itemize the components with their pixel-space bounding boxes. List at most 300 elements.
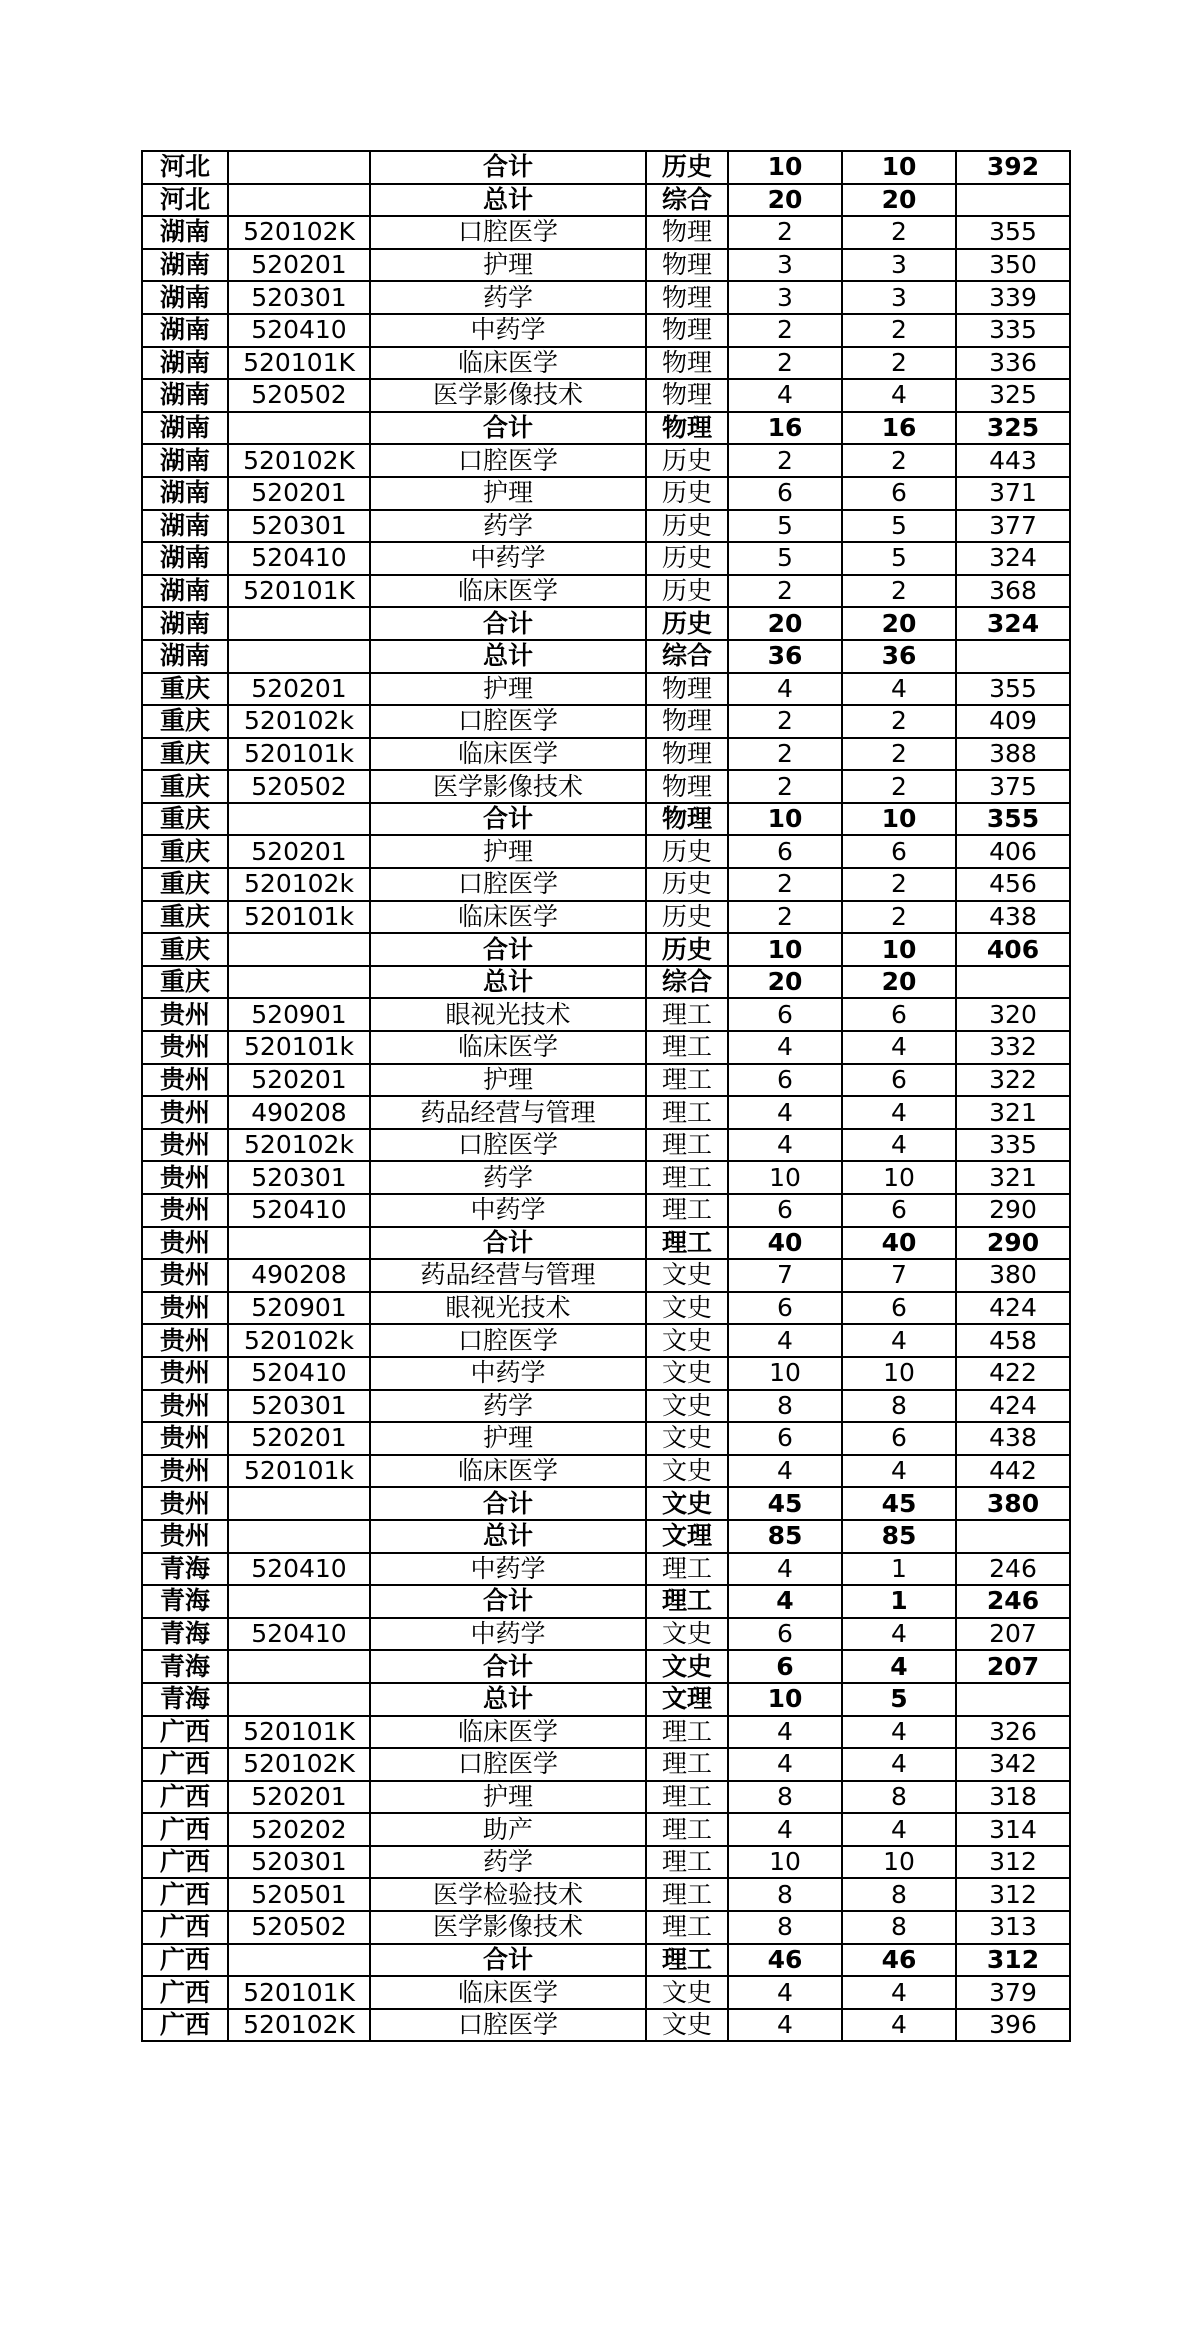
major-name-cell: 护理 — [370, 1781, 646, 1814]
plan-count-cell: 4 — [728, 673, 842, 706]
min-score-cell: 324 — [956, 607, 1070, 640]
admitted-count-cell: 4 — [842, 1813, 956, 1846]
subject-category-cell: 物理 — [646, 216, 728, 249]
admitted-count-cell: 6 — [842, 1422, 956, 1455]
subject-category-cell: 文史 — [646, 1650, 728, 1683]
major-code-cell — [228, 151, 370, 184]
major-code-cell: 520101k — [228, 1455, 370, 1488]
major-name-cell: 中药学 — [370, 1194, 646, 1227]
subject-category-cell: 物理 — [646, 770, 728, 803]
admitted-count-cell: 10 — [842, 933, 956, 966]
subject-category-cell: 理工 — [646, 1585, 728, 1618]
table-row-total — [142, 412, 1070, 445]
plan-count-cell: 4 — [728, 1748, 842, 1781]
table-row-total — [142, 151, 1070, 184]
major-code-cell: 520410 — [228, 314, 370, 347]
major-name-cell: 合计 — [370, 1227, 646, 1260]
province-cell: 重庆 — [142, 901, 228, 934]
min-score-cell: 442 — [956, 1455, 1070, 1488]
major-code-cell: 520201 — [228, 1064, 370, 1097]
table-row — [142, 673, 1070, 706]
admitted-count-cell: 5 — [842, 542, 956, 575]
plan-count-cell: 46 — [728, 1944, 842, 1977]
admitted-count-cell: 4 — [842, 379, 956, 412]
admitted-count-cell: 3 — [842, 281, 956, 314]
subject-category-cell: 文史 — [646, 1618, 728, 1651]
province-cell: 青海 — [142, 1650, 228, 1683]
major-code-cell: 520301 — [228, 1846, 370, 1879]
province-cell: 贵州 — [142, 1161, 228, 1194]
major-code-cell — [228, 803, 370, 836]
subject-category-cell: 文史 — [646, 1292, 728, 1325]
major-name-cell: 护理 — [370, 835, 646, 868]
admitted-count-cell: 2 — [842, 705, 956, 738]
major-code-cell: 520101K — [228, 1976, 370, 2009]
major-code-cell: 520410 — [228, 1618, 370, 1651]
table-row — [142, 1813, 1070, 1846]
major-name-cell: 合计 — [370, 1650, 646, 1683]
min-score-cell: 422 — [956, 1357, 1070, 1390]
table-row — [142, 770, 1070, 803]
major-name-cell: 药学 — [370, 1390, 646, 1423]
province-cell: 湖南 — [142, 281, 228, 314]
admitted-count-cell: 10 — [842, 803, 956, 836]
subject-category-cell: 文理 — [646, 1683, 728, 1716]
table-row — [142, 1259, 1070, 1292]
major-code-cell: 520101k — [228, 1031, 370, 1064]
plan-count-cell: 10 — [728, 1357, 842, 1390]
subject-category-cell: 理工 — [646, 1944, 728, 1977]
table-row — [142, 1716, 1070, 1749]
province-cell: 广西 — [142, 1716, 228, 1749]
table-row — [142, 1096, 1070, 1129]
admitted-count-cell: 4 — [842, 1096, 956, 1129]
major-code-cell: 520502 — [228, 379, 370, 412]
plan-count-cell: 4 — [728, 1976, 842, 2009]
major-code-cell: 520201 — [228, 673, 370, 706]
province-cell: 青海 — [142, 1553, 228, 1586]
min-score-cell: 312 — [956, 1878, 1070, 1911]
min-score-cell: 406 — [956, 835, 1070, 868]
table-row — [142, 1846, 1070, 1879]
major-code-cell — [228, 184, 370, 217]
major-name-cell: 中药学 — [370, 542, 646, 575]
subject-category-cell: 理工 — [646, 998, 728, 1031]
plan-count-cell: 2 — [728, 444, 842, 477]
table-row — [142, 281, 1070, 314]
table-row-total — [142, 1227, 1070, 1260]
table-row-total — [142, 933, 1070, 966]
min-score-cell: 312 — [956, 1846, 1070, 1879]
province-cell: 湖南 — [142, 607, 228, 640]
admitted-count-cell: 2 — [842, 216, 956, 249]
major-name-cell: 护理 — [370, 477, 646, 510]
plan-count-cell: 2 — [728, 901, 842, 934]
min-score-cell: 326 — [956, 1716, 1070, 1749]
min-score-cell: 321 — [956, 1161, 1070, 1194]
major-code-cell: 520102K — [228, 2009, 370, 2042]
table-row — [142, 1422, 1070, 1455]
table-row — [142, 1748, 1070, 1781]
admitted-count-cell: 46 — [842, 1944, 956, 1977]
major-code-cell: 520301 — [228, 1390, 370, 1423]
plan-count-cell: 10 — [728, 151, 842, 184]
min-score-cell: 325 — [956, 379, 1070, 412]
subject-category-cell: 文史 — [646, 1976, 728, 2009]
admitted-count-cell: 4 — [842, 1455, 956, 1488]
province-cell: 湖南 — [142, 510, 228, 543]
table-row — [142, 1553, 1070, 1586]
subject-category-cell: 物理 — [646, 249, 728, 282]
province-cell: 贵州 — [142, 1064, 228, 1097]
major-name-cell: 口腔医学 — [370, 1324, 646, 1357]
plan-count-cell: 4 — [728, 1031, 842, 1064]
min-score-cell: 396 — [956, 2009, 1070, 2042]
major-name-cell: 护理 — [370, 1064, 646, 1097]
province-cell: 贵州 — [142, 1129, 228, 1162]
subject-category-cell: 物理 — [646, 673, 728, 706]
plan-count-cell: 20 — [728, 184, 842, 217]
plan-count-cell: 20 — [728, 607, 842, 640]
province-cell: 贵州 — [142, 1357, 228, 1390]
table-row — [142, 379, 1070, 412]
province-cell: 贵州 — [142, 1031, 228, 1064]
subject-category-cell: 历史 — [646, 575, 728, 608]
major-name-cell: 总计 — [370, 1520, 646, 1553]
table-row — [142, 1129, 1070, 1162]
min-score-cell: 371 — [956, 477, 1070, 510]
admitted-count-cell: 2 — [842, 770, 956, 803]
min-score-cell: 246 — [956, 1553, 1070, 1586]
table-row — [142, 1194, 1070, 1227]
province-cell: 贵州 — [142, 1194, 228, 1227]
plan-count-cell: 5 — [728, 542, 842, 575]
admitted-count-cell: 45 — [842, 1487, 956, 1520]
admitted-count-cell: 1 — [842, 1585, 956, 1618]
min-score-cell: 380 — [956, 1487, 1070, 1520]
province-cell: 广西 — [142, 1944, 228, 1977]
table-row — [142, 1357, 1070, 1390]
major-code-cell: 520410 — [228, 1357, 370, 1390]
admitted-count-cell: 2 — [842, 901, 956, 934]
province-cell: 青海 — [142, 1618, 228, 1651]
plan-count-cell: 6 — [728, 998, 842, 1031]
subject-category-cell: 历史 — [646, 510, 728, 543]
subject-category-cell: 文史 — [646, 1324, 728, 1357]
subject-category-cell: 理工 — [646, 1227, 728, 1260]
major-code-cell: 520101K — [228, 347, 370, 380]
admitted-count-cell: 2 — [842, 868, 956, 901]
major-name-cell: 护理 — [370, 249, 646, 282]
subject-category-cell: 理工 — [646, 1911, 728, 1944]
province-cell: 贵州 — [142, 1455, 228, 1488]
min-score-cell: 409 — [956, 705, 1070, 738]
plan-count-cell: 2 — [728, 868, 842, 901]
major-name-cell: 口腔医学 — [370, 1748, 646, 1781]
province-cell: 湖南 — [142, 542, 228, 575]
province-cell: 重庆 — [142, 868, 228, 901]
subject-category-cell: 理工 — [646, 1064, 728, 1097]
min-score-cell: 350 — [956, 249, 1070, 282]
subject-category-cell: 文史 — [646, 1487, 728, 1520]
province-cell: 贵州 — [142, 1422, 228, 1455]
plan-count-cell: 4 — [728, 1129, 842, 1162]
admitted-count-cell: 8 — [842, 1878, 956, 1911]
plan-count-cell: 3 — [728, 249, 842, 282]
min-score-cell: 438 — [956, 1422, 1070, 1455]
min-score-cell: 207 — [956, 1618, 1070, 1651]
major-name-cell: 合计 — [370, 803, 646, 836]
major-code-cell: 520502 — [228, 770, 370, 803]
major-name-cell: 药学 — [370, 1161, 646, 1194]
major-name-cell: 医学影像技术 — [370, 1911, 646, 1944]
plan-count-cell: 2 — [728, 575, 842, 608]
plan-count-cell: 85 — [728, 1520, 842, 1553]
admitted-count-cell: 4 — [842, 1618, 956, 1651]
province-cell: 贵州 — [142, 998, 228, 1031]
admitted-count-cell: 4 — [842, 1031, 956, 1064]
subject-category-cell: 历史 — [646, 835, 728, 868]
province-cell: 重庆 — [142, 738, 228, 771]
table-row — [142, 216, 1070, 249]
plan-count-cell: 10 — [728, 803, 842, 836]
admitted-count-cell: 4 — [842, 1748, 956, 1781]
major-code-cell: 520201 — [228, 477, 370, 510]
min-score-cell: 290 — [956, 1227, 1070, 1260]
table-row — [142, 1878, 1070, 1911]
plan-count-cell: 6 — [728, 1618, 842, 1651]
major-code-cell — [228, 1585, 370, 1618]
plan-count-cell: 40 — [728, 1227, 842, 1260]
major-name-cell: 中药学 — [370, 314, 646, 347]
table-row-total — [142, 1520, 1070, 1553]
admitted-count-cell: 8 — [842, 1390, 956, 1423]
plan-count-cell: 4 — [728, 1324, 842, 1357]
province-cell: 广西 — [142, 1813, 228, 1846]
major-name-cell: 合计 — [370, 607, 646, 640]
major-name-cell: 临床医学 — [370, 1455, 646, 1488]
major-name-cell: 总计 — [370, 966, 646, 999]
min-score-cell: 355 — [956, 803, 1070, 836]
major-code-cell: 520901 — [228, 998, 370, 1031]
subject-category-cell: 理工 — [646, 1194, 728, 1227]
table-row — [142, 444, 1070, 477]
table-row — [142, 1161, 1070, 1194]
province-cell: 重庆 — [142, 933, 228, 966]
major-code-cell: 520101k — [228, 738, 370, 771]
plan-count-cell: 4 — [728, 2009, 842, 2042]
major-code-cell — [228, 966, 370, 999]
major-name-cell: 药学 — [370, 1846, 646, 1879]
table-row-total — [142, 1585, 1070, 1618]
plan-count-cell: 4 — [728, 1813, 842, 1846]
plan-count-cell: 4 — [728, 1716, 842, 1749]
table-row — [142, 575, 1070, 608]
plan-count-cell: 8 — [728, 1911, 842, 1944]
province-cell: 湖南 — [142, 412, 228, 445]
table-row-total — [142, 184, 1070, 217]
plan-count-cell: 6 — [728, 1650, 842, 1683]
major-name-cell: 口腔医学 — [370, 868, 646, 901]
major-code-cell: 520102K — [228, 444, 370, 477]
major-code-cell: 520102K — [228, 216, 370, 249]
plan-count-cell: 8 — [728, 1390, 842, 1423]
plan-count-cell: 6 — [728, 1292, 842, 1325]
major-code-cell: 520102k — [228, 868, 370, 901]
subject-category-cell: 文史 — [646, 2009, 728, 2042]
province-cell: 湖南 — [142, 249, 228, 282]
province-cell: 贵州 — [142, 1292, 228, 1325]
table-row-total — [142, 1650, 1070, 1683]
major-name-cell: 药品经营与管理 — [370, 1259, 646, 1292]
province-cell: 湖南 — [142, 347, 228, 380]
province-cell: 贵州 — [142, 1259, 228, 1292]
major-code-cell: 520301 — [228, 510, 370, 543]
major-name-cell: 药学 — [370, 281, 646, 314]
major-name-cell: 医学检验技术 — [370, 1878, 646, 1911]
subject-category-cell: 物理 — [646, 803, 728, 836]
major-code-cell: 520502 — [228, 1911, 370, 1944]
min-score-cell: 355 — [956, 673, 1070, 706]
major-name-cell: 中药学 — [370, 1553, 646, 1586]
admitted-count-cell: 6 — [842, 477, 956, 510]
min-score-cell: 355 — [956, 216, 1070, 249]
major-name-cell: 临床医学 — [370, 347, 646, 380]
province-cell: 贵州 — [142, 1390, 228, 1423]
province-cell: 青海 — [142, 1585, 228, 1618]
table-row — [142, 738, 1070, 771]
min-score-cell: 377 — [956, 510, 1070, 543]
plan-count-cell: 2 — [728, 216, 842, 249]
major-code-cell — [228, 1520, 370, 1553]
subject-category-cell: 文史 — [646, 1422, 728, 1455]
province-cell: 贵州 — [142, 1227, 228, 1260]
plan-count-cell: 4 — [728, 1553, 842, 1586]
province-cell: 广西 — [142, 2009, 228, 2042]
table-row — [142, 705, 1070, 738]
admitted-count-cell: 5 — [842, 510, 956, 543]
plan-count-cell: 6 — [728, 477, 842, 510]
table-row — [142, 347, 1070, 380]
province-cell: 重庆 — [142, 835, 228, 868]
min-score-cell: 314 — [956, 1813, 1070, 1846]
major-code-cell: 520301 — [228, 1161, 370, 1194]
subject-category-cell: 文史 — [646, 1357, 728, 1390]
province-cell: 湖南 — [142, 314, 228, 347]
province-cell: 湖南 — [142, 477, 228, 510]
province-cell: 贵州 — [142, 1520, 228, 1553]
admitted-count-cell: 16 — [842, 412, 956, 445]
major-name-cell: 总计 — [370, 184, 646, 217]
subject-category-cell: 历史 — [646, 901, 728, 934]
subject-category-cell: 物理 — [646, 281, 728, 314]
plan-count-cell: 36 — [728, 640, 842, 673]
province-cell: 广西 — [142, 1846, 228, 1879]
min-score-cell: 458 — [956, 1324, 1070, 1357]
province-cell: 湖南 — [142, 216, 228, 249]
admitted-count-cell: 6 — [842, 1064, 956, 1097]
subject-category-cell: 物理 — [646, 705, 728, 738]
subject-category-cell: 物理 — [646, 347, 728, 380]
admitted-count-cell: 2 — [842, 738, 956, 771]
min-score-cell: 312 — [956, 1944, 1070, 1977]
major-name-cell: 临床医学 — [370, 738, 646, 771]
min-score-cell: 388 — [956, 738, 1070, 771]
province-cell: 重庆 — [142, 966, 228, 999]
province-cell: 广西 — [142, 1911, 228, 1944]
min-score-cell: 322 — [956, 1064, 1070, 1097]
province-cell: 广西 — [142, 1781, 228, 1814]
major-name-cell: 临床医学 — [370, 1716, 646, 1749]
table-row — [142, 1976, 1070, 2009]
major-name-cell: 合计 — [370, 1585, 646, 1618]
admitted-count-cell: 4 — [842, 1976, 956, 2009]
table-row — [142, 477, 1070, 510]
major-name-cell: 护理 — [370, 1422, 646, 1455]
major-code-cell: 520102k — [228, 1324, 370, 1357]
major-code-cell: 520102K — [228, 1748, 370, 1781]
admitted-count-cell: 85 — [842, 1520, 956, 1553]
province-cell: 重庆 — [142, 803, 228, 836]
plan-count-cell: 8 — [728, 1781, 842, 1814]
major-name-cell: 临床医学 — [370, 1976, 646, 2009]
plan-count-cell: 6 — [728, 1194, 842, 1227]
subject-category-cell: 历史 — [646, 542, 728, 575]
admitted-count-cell: 3 — [842, 249, 956, 282]
major-code-cell — [228, 412, 370, 445]
major-name-cell: 合计 — [370, 151, 646, 184]
subject-category-cell: 综合 — [646, 966, 728, 999]
admitted-count-cell: 4 — [842, 2009, 956, 2042]
province-cell: 青海 — [142, 1683, 228, 1716]
min-score-cell: 290 — [956, 1194, 1070, 1227]
min-score-cell: 424 — [956, 1292, 1070, 1325]
plan-count-cell: 6 — [728, 1422, 842, 1455]
subject-category-cell: 理工 — [646, 1553, 728, 1586]
major-code-cell: 520101K — [228, 1716, 370, 1749]
admitted-count-cell: 4 — [842, 1129, 956, 1162]
major-name-cell: 医学影像技术 — [370, 379, 646, 412]
table-row — [142, 835, 1070, 868]
subject-category-cell: 理工 — [646, 1031, 728, 1064]
major-name-cell: 临床医学 — [370, 901, 646, 934]
major-name-cell: 总计 — [370, 1683, 646, 1716]
subject-category-cell: 文史 — [646, 1455, 728, 1488]
plan-count-cell: 10 — [728, 1161, 842, 1194]
min-score-cell: 313 — [956, 1911, 1070, 1944]
min-score-cell: 336 — [956, 347, 1070, 380]
subject-category-cell: 物理 — [646, 738, 728, 771]
admitted-count-cell: 10 — [842, 1161, 956, 1194]
subject-category-cell: 理工 — [646, 1716, 728, 1749]
plan-count-cell: 45 — [728, 1487, 842, 1520]
plan-count-cell: 4 — [728, 379, 842, 412]
table-row — [142, 1292, 1070, 1325]
major-code-cell — [228, 933, 370, 966]
major-code-cell — [228, 1227, 370, 1260]
admitted-count-cell: 10 — [842, 151, 956, 184]
major-name-cell: 医学影像技术 — [370, 770, 646, 803]
table-body — [142, 151, 1070, 2041]
min-score-cell: 443 — [956, 444, 1070, 477]
min-score-cell: 379 — [956, 1976, 1070, 2009]
table-row — [142, 901, 1070, 934]
admitted-count-cell: 4 — [842, 1716, 956, 1749]
province-cell: 重庆 — [142, 770, 228, 803]
province-cell: 贵州 — [142, 1487, 228, 1520]
subject-category-cell: 理工 — [646, 1129, 728, 1162]
major-name-cell: 合计 — [370, 412, 646, 445]
